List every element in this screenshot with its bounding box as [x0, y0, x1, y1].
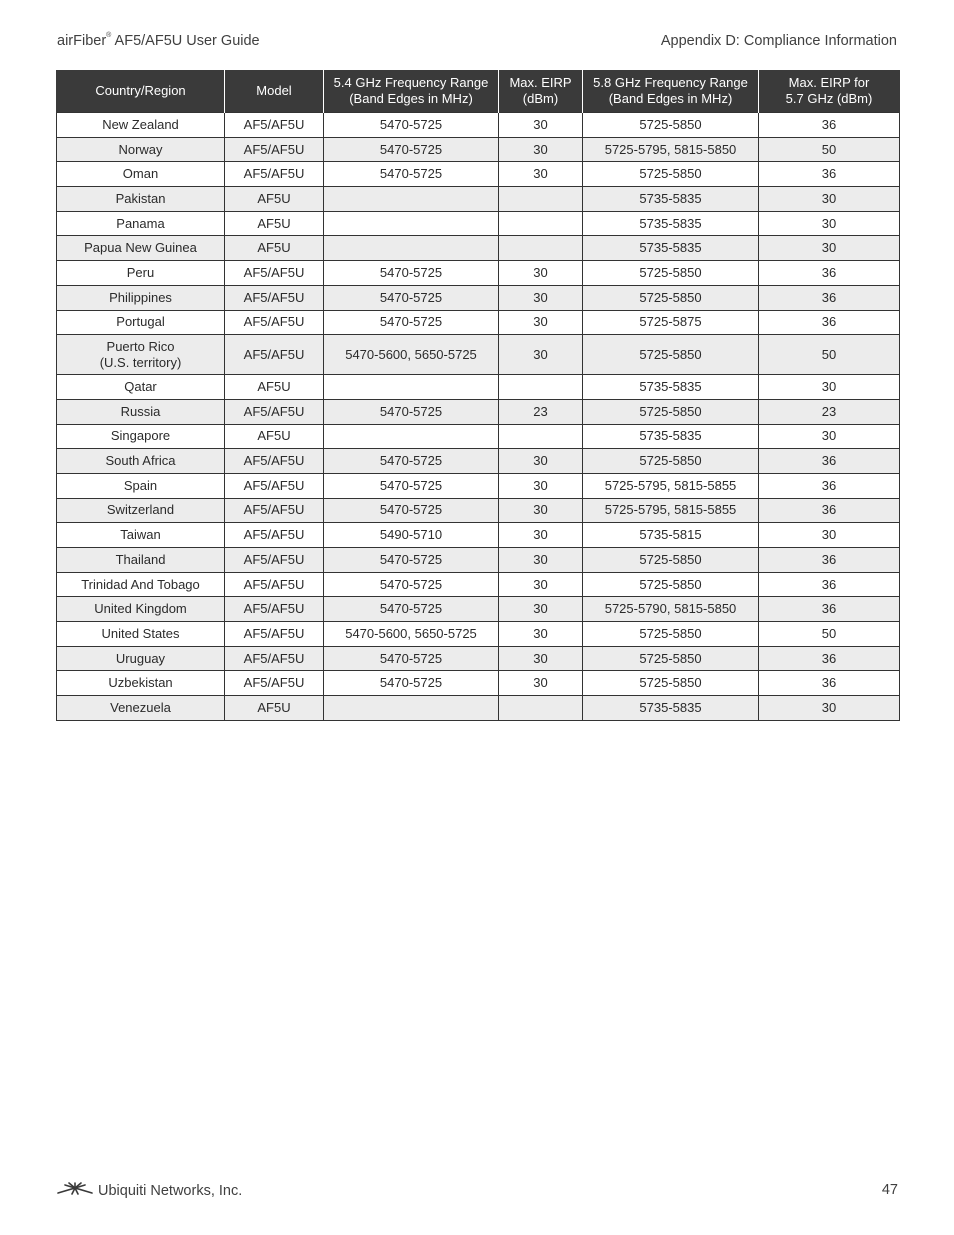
table-cell: 5725-5850: [583, 671, 759, 696]
table-cell: 30: [499, 113, 583, 138]
table-cell: 5470-5600, 5650-5725: [324, 335, 499, 375]
table-cell: 5725-5850: [583, 162, 759, 187]
table-cell: 5470-5725: [324, 162, 499, 187]
table-cell: AF5U: [225, 696, 324, 721]
table-cell: 5735-5815: [583, 523, 759, 548]
table-row: [57, 548, 900, 573]
table-cell: [499, 424, 583, 449]
table-cell: 5470-5725: [324, 113, 499, 138]
table-cell: Panama: [57, 211, 225, 236]
table-cell: AF5/AF5U: [225, 310, 324, 335]
table-cell: [324, 187, 499, 212]
company-name: Ubiquiti Networks, Inc.: [98, 1183, 243, 1199]
table-cell: 5725-5850: [583, 646, 759, 671]
table-cell: Uzbekistan: [57, 671, 225, 696]
table-row: [57, 523, 900, 548]
table-cell: AF5/AF5U: [225, 671, 324, 696]
table-cell: 5725-5795, 5815-5855: [583, 473, 759, 498]
ubiquiti-logo-icon: [56, 1182, 98, 1200]
table-row: [57, 137, 900, 162]
table-cell: AF5/AF5U: [225, 137, 324, 162]
table-cell: 5725-5850: [583, 572, 759, 597]
table-row: [57, 236, 900, 261]
table-cell: 5470-5725: [324, 498, 499, 523]
table-cell: Portugal: [57, 310, 225, 335]
table-cell: 36: [759, 285, 900, 310]
column-header: [324, 70, 499, 113]
table-cell: 23: [759, 399, 900, 424]
table-cell: 5735-5835: [583, 211, 759, 236]
table-cell: United Kingdom: [57, 597, 225, 622]
table-cell: Spain: [57, 473, 225, 498]
guide-name: AF5/AF5U User Guide: [111, 33, 260, 49]
table-cell: 50: [759, 335, 900, 375]
table-cell: Uruguay: [57, 646, 225, 671]
table-cell: [324, 424, 499, 449]
table-row: [57, 622, 900, 647]
table-cell: 23: [499, 399, 583, 424]
table-cell: [499, 211, 583, 236]
compliance-table: [56, 70, 900, 721]
table-cell: AF5/AF5U: [225, 335, 324, 375]
table-row: [57, 671, 900, 696]
table-cell: Trinidad And Tobago: [57, 572, 225, 597]
table-cell: AF5/AF5U: [225, 622, 324, 647]
table-cell: 36: [759, 261, 900, 286]
table-cell: AF5/AF5U: [225, 498, 324, 523]
table-row: [57, 162, 900, 187]
table-cell: AF5U: [225, 375, 324, 400]
column-header-line: Max. EIRP for: [788, 75, 870, 90]
table-cell: 36: [759, 646, 900, 671]
table-cell: 30: [759, 424, 900, 449]
table-cell: 5725-5850: [583, 399, 759, 424]
page-header: [57, 33, 897, 53]
table-row: [57, 597, 900, 622]
table-cell: 30: [499, 137, 583, 162]
column-header-line: Model: [256, 83, 292, 98]
column-header: [499, 70, 583, 113]
table-cell: 30: [499, 646, 583, 671]
table-cell: 50: [759, 137, 900, 162]
table-cell: 5735-5835: [583, 187, 759, 212]
table-cell: AF5/AF5U: [225, 597, 324, 622]
table-cell: 5725-5850: [583, 449, 759, 474]
table-cell: 36: [759, 572, 900, 597]
table-cell: 36: [759, 162, 900, 187]
table-cell: 5725-5850: [583, 261, 759, 286]
table-cell: 5470-5725: [324, 572, 499, 597]
table-cell: 5725-5795, 5815-5850: [583, 137, 759, 162]
table-cell: Pakistan: [57, 187, 225, 212]
table-cell: 36: [759, 548, 900, 573]
table-cell: 5470-5725: [324, 548, 499, 573]
column-header-line: 5.4 GHz Frequency Range: [333, 75, 489, 90]
table-cell: 36: [759, 473, 900, 498]
table-cell: 5490-5710: [324, 523, 499, 548]
table-cell: 36: [759, 597, 900, 622]
table-header-row: [57, 70, 900, 113]
table-cell: 5470-5725: [324, 597, 499, 622]
table-cell: 5725-5875: [583, 310, 759, 335]
table-cell: 5470-5725: [324, 473, 499, 498]
table-cell: 30: [499, 449, 583, 474]
column-header-line: (Band Edges in MHz): [608, 91, 733, 106]
table-row: [57, 310, 900, 335]
table-row: [57, 113, 900, 138]
table-cell: AF5/AF5U: [225, 646, 324, 671]
table-cell: 5470-5725: [324, 137, 499, 162]
table-cell: Peru: [57, 261, 225, 286]
table-cell: Singapore: [57, 424, 225, 449]
table-row: [57, 449, 900, 474]
table-cell: Puerto Rico (U.S. territory): [57, 335, 225, 375]
table-cell: 5470-5725: [324, 449, 499, 474]
table-cell: 5470-5725: [324, 646, 499, 671]
table-cell: [499, 187, 583, 212]
table-cell: 30: [499, 310, 583, 335]
table-cell: 30: [499, 572, 583, 597]
table-cell: AF5U: [225, 211, 324, 236]
column-header-line: (Band Edges in MHz): [349, 91, 473, 106]
table-cell: 30: [759, 187, 900, 212]
table-cell: 5725-5850: [583, 548, 759, 573]
table-cell: Norway: [57, 137, 225, 162]
table-cell: Philippines: [57, 285, 225, 310]
table-cell: [324, 236, 499, 261]
table-cell: 36: [759, 671, 900, 696]
table-cell: South Africa: [57, 449, 225, 474]
table-cell: 30: [499, 523, 583, 548]
table-cell: AF5/AF5U: [225, 572, 324, 597]
column-header: [759, 70, 900, 113]
table-row: [57, 375, 900, 400]
column-header-line: (dBm): [522, 91, 559, 106]
table-cell: 30: [499, 285, 583, 310]
table-cell: AF5/AF5U: [225, 285, 324, 310]
table-cell: 36: [759, 449, 900, 474]
table-cell: 30: [499, 162, 583, 187]
table-cell: 30: [499, 671, 583, 696]
table-row: [57, 572, 900, 597]
table-cell: 30: [499, 622, 583, 647]
table-cell: [324, 696, 499, 721]
table-cell: AF5/AF5U: [225, 162, 324, 187]
company-brand: [56, 1182, 242, 1200]
table-cell: 5735-5835: [583, 424, 759, 449]
table-cell: 30: [759, 211, 900, 236]
column-header-line: 5.7 GHz (dBm): [785, 91, 873, 106]
table-cell: Thailand: [57, 548, 225, 573]
table-cell: 5470-5725: [324, 285, 499, 310]
table-cell: Venezuela: [57, 696, 225, 721]
table-cell: AF5U: [225, 424, 324, 449]
table-row: [57, 424, 900, 449]
table-cell: 5470-5725: [324, 399, 499, 424]
table-cell: [499, 696, 583, 721]
column-header: [57, 70, 225, 113]
guide-title: [57, 33, 260, 49]
table-cell: 5725-5850: [583, 622, 759, 647]
table-cell: [324, 211, 499, 236]
table-cell: 5725-5790, 5815-5850: [583, 597, 759, 622]
table-row: [57, 498, 900, 523]
table-cell: New Zealand: [57, 113, 225, 138]
table-cell: Papua New Guinea: [57, 236, 225, 261]
table-cell: 5725-5850: [583, 335, 759, 375]
table-cell: Qatar: [57, 375, 225, 400]
table-cell: [499, 236, 583, 261]
table-cell: 36: [759, 113, 900, 138]
table-cell: 30: [499, 498, 583, 523]
table-row: [57, 285, 900, 310]
table-cell: Switzerland: [57, 498, 225, 523]
registered-mark: ®: [106, 32, 112, 39]
table-body: [57, 113, 900, 721]
table-row: [57, 187, 900, 212]
table-row: [57, 646, 900, 671]
table-cell: 5725-5850: [583, 113, 759, 138]
table-cell: 30: [759, 375, 900, 400]
table-row: [57, 335, 900, 375]
page-footer: [56, 1182, 898, 1202]
table-cell: AF5/AF5U: [225, 399, 324, 424]
table-cell: 30: [499, 335, 583, 375]
table-cell: 36: [759, 310, 900, 335]
table-cell: 30: [499, 548, 583, 573]
column-header: [583, 70, 759, 113]
table-cell: 30: [499, 597, 583, 622]
table-cell: Taiwan: [57, 523, 225, 548]
column-header: [225, 70, 324, 113]
table-row: [57, 473, 900, 498]
page-number: 47: [881, 1182, 898, 1198]
table-cell: Oman: [57, 162, 225, 187]
table-cell: AF5/AF5U: [225, 261, 324, 286]
table-cell: 5735-5835: [583, 236, 759, 261]
table-cell: 5725-5850: [583, 285, 759, 310]
table-cell: 5735-5835: [583, 375, 759, 400]
table-cell: 30: [759, 236, 900, 261]
section-title: Appendix D: Compliance Information: [660, 33, 897, 49]
table-cell: AF5U: [225, 236, 324, 261]
table-cell: 50: [759, 622, 900, 647]
table-cell: 5470-5725: [324, 261, 499, 286]
table-cell: 5470-5600, 5650-5725: [324, 622, 499, 647]
table-cell: AF5/AF5U: [225, 523, 324, 548]
table-cell: 30: [499, 261, 583, 286]
table-cell: 5725-5795, 5815-5855: [583, 498, 759, 523]
table-cell: 30: [499, 473, 583, 498]
table-cell: 30: [759, 523, 900, 548]
table-row: [57, 696, 900, 721]
table-cell: 30: [759, 696, 900, 721]
table-row: [57, 261, 900, 286]
table-row: [57, 399, 900, 424]
table-cell: 5735-5835: [583, 696, 759, 721]
table-cell: 5470-5725: [324, 671, 499, 696]
table-cell: AF5U: [225, 187, 324, 212]
product-name: airFiber: [57, 33, 107, 49]
table-row: [57, 211, 900, 236]
table-cell: AF5/AF5U: [225, 473, 324, 498]
column-header-line: Max. EIRP: [509, 75, 572, 90]
table-cell: AF5/AF5U: [225, 449, 324, 474]
column-header-line: Country/Region: [95, 83, 186, 98]
column-header-line: 5.8 GHz Frequency Range: [593, 75, 748, 90]
table-cell: AF5/AF5U: [225, 113, 324, 138]
table-cell: AF5/AF5U: [225, 548, 324, 573]
table-cell: [499, 375, 583, 400]
table-cell: 36: [759, 498, 900, 523]
table-cell: 5470-5725: [324, 310, 499, 335]
table-cell: Russia: [57, 399, 225, 424]
table-cell: [324, 375, 499, 400]
table-header: [57, 70, 900, 113]
table-cell: United States: [57, 622, 225, 647]
